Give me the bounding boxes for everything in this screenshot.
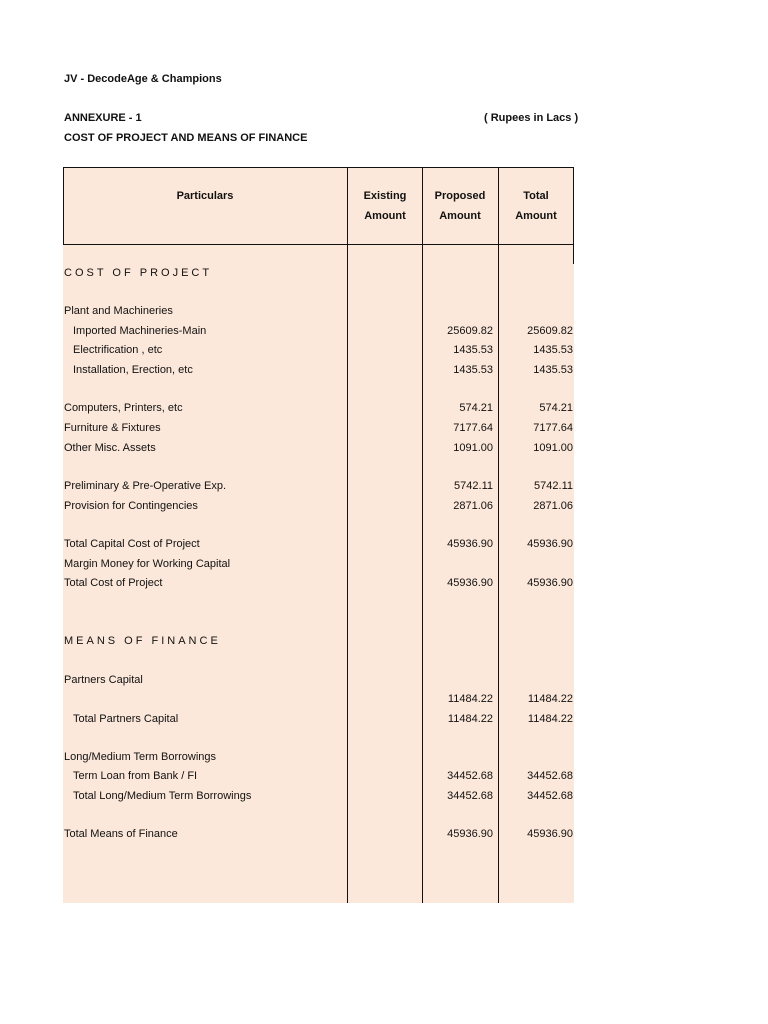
total-amount: 45936.90 (527, 538, 573, 550)
table-row (63, 477, 574, 496)
table-row (63, 748, 574, 767)
row-label: Other Misc. Assets (64, 442, 156, 454)
table-row (63, 302, 574, 321)
table-row (63, 574, 574, 593)
total-amount: 1435.53 (533, 364, 573, 376)
table-left-border (63, 167, 64, 245)
proposed-amount: 11484.22 (447, 713, 493, 725)
total-amount: 34452.68 (527, 770, 573, 782)
table-row (63, 690, 574, 709)
proposed-amount: 45936.90 (447, 828, 493, 840)
table-row (63, 419, 574, 438)
row-label: MEANS OF FINANCE (64, 635, 221, 647)
total-amount: 574.21 (539, 402, 573, 414)
total-amount: 34452.68 (527, 790, 573, 802)
total-amount: 1435.53 (533, 344, 573, 356)
table-row (63, 555, 574, 574)
table-row (63, 825, 574, 844)
total-amount: 11484.22 (527, 713, 573, 725)
proposed-amount: 574.21 (459, 402, 493, 414)
row-label: Total Cost of Project (64, 577, 163, 589)
total-amount: 45936.90 (527, 577, 573, 589)
row-label: Provision for Contingencies (64, 500, 198, 512)
total-amount: 2871.06 (533, 500, 573, 512)
proposed-amount: 34452.68 (447, 770, 493, 782)
proposed-amount: 45936.90 (447, 577, 493, 589)
row-label: Term Loan from Bank / FI (73, 770, 198, 782)
document-subtitle: COST OF PROJECT AND MEANS OF FINANCE (64, 132, 308, 144)
proposed-amount: 1091.00 (453, 442, 493, 454)
table-row (63, 322, 574, 341)
row-label: Computers, Printers, etc (64, 402, 183, 414)
row-label: Total Partners Capital (73, 713, 179, 725)
row-label: Plant and Machineries (64, 305, 173, 317)
total-amount: 7177.64 (533, 422, 573, 434)
table-row (63, 671, 574, 690)
proposed-amount: 11484.22 (447, 693, 493, 705)
table-row (63, 710, 574, 729)
row-label: Preliminary & Pre-Operative Exp. (64, 480, 226, 492)
total-amount: 11484.22 (527, 693, 573, 705)
column-header-existing: Existing Amount (363, 190, 407, 222)
row-label: COST OF PROJECT (64, 267, 213, 279)
proposed-amount: 45936.90 (447, 538, 493, 550)
table-row (63, 264, 574, 283)
proposed-amount: 7177.64 (453, 422, 493, 434)
row-label: Total Long/Medium Term Borrowings (73, 790, 252, 802)
table-row (63, 341, 574, 360)
proposed-amount: 2871.06 (453, 500, 493, 512)
proposed-amount: 34452.68 (447, 790, 493, 802)
table-row (63, 361, 574, 380)
proposed-amount: 5742.11 (454, 480, 493, 492)
company-title: JV - DecodeAge & Champions (64, 73, 222, 85)
table-row (63, 767, 574, 786)
table-row (63, 535, 574, 554)
row-label: Margin Money for Working Capital (64, 558, 231, 570)
total-amount: 45936.90 (527, 828, 573, 840)
total-amount: 25609.82 (527, 325, 573, 337)
proposed-amount: 25609.82 (447, 325, 493, 337)
row-label: Total Capital Cost of Project (64, 538, 200, 550)
proposed-amount: 1435.53 (453, 364, 493, 376)
column-header-particulars: Particulars (176, 190, 234, 202)
total-amount: 5742.11 (534, 480, 573, 492)
units-label: ( Rupees in Lacs ) (484, 112, 579, 124)
column-header-proposed: Proposed Amount (434, 190, 486, 222)
table-row (63, 439, 574, 458)
row-label: Long/Medium Term Borrowings (64, 751, 217, 763)
row-label: Electrification , etc (73, 344, 163, 356)
row-label: Imported Machineries-Main (73, 325, 207, 337)
row-label: Partners Capital (64, 674, 143, 686)
table-row (63, 787, 574, 806)
annexure-label: ANNEXURE - 1 (64, 112, 142, 124)
proposed-amount: 1435.53 (453, 344, 493, 356)
table-row (63, 497, 574, 516)
row-label: Installation, Erection, etc (73, 364, 193, 376)
table-right-border (573, 167, 574, 264)
table-row (63, 632, 574, 651)
row-label: Total Means of Finance (64, 828, 178, 840)
table-row (63, 399, 574, 418)
column-header-total: Total Amount (515, 190, 557, 222)
row-label: Furniture & Fixtures (64, 422, 161, 434)
total-amount: 1091.00 (533, 442, 573, 454)
finance-table (63, 167, 574, 903)
